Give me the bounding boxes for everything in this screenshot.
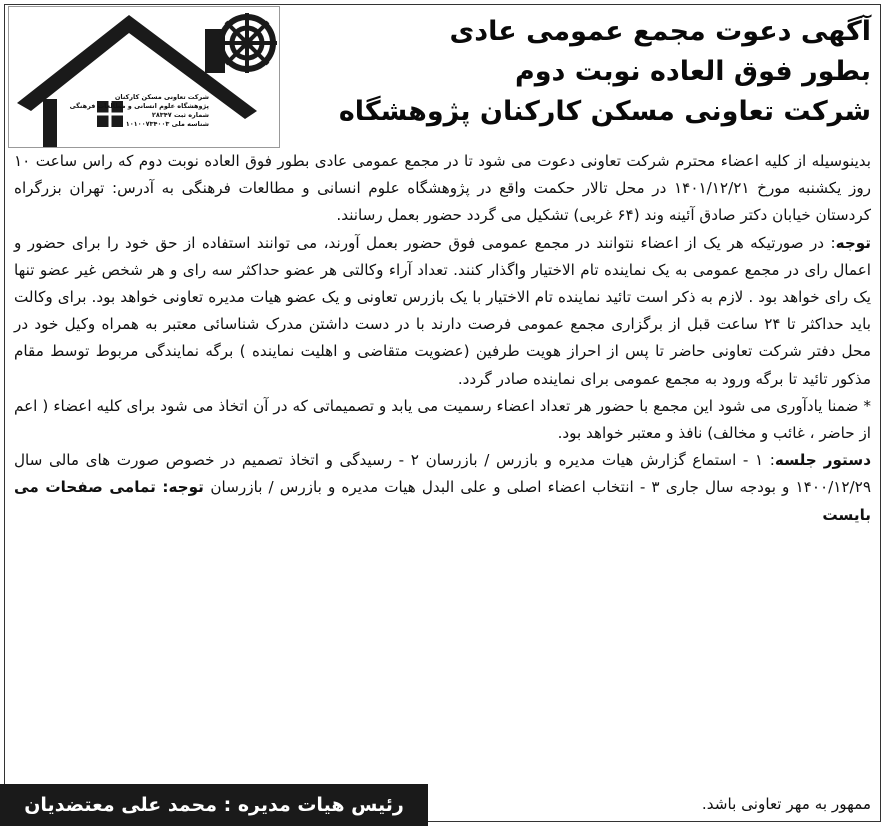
reminder-paragraph: * ضمنا یادآوری می شود این مجمع با حضور هر تعداد اعضاء رسمیت می یابد و تصمیماتی که در آن اتخاذ می شود برای کلیه اعضاء ( اعم از حاضر ، غائب و مخالف) نافذ و معتبر خواهد بود. [14,396,871,443]
title-line-1: آگهی دعوت مجمع عمومی عادی [449,16,871,47]
agenda-paragraph [14,447,871,529]
title-line-2: بطور فوق العاده نوبت دوم [514,56,871,87]
intro-paragraph: بدینوسیله از کلیه اعضاء محترم شرکت تعاونی دعوت می شود تا در مجمع عمومی عادی بطور فوق العاده نوبت دوم که راس ساعت ۱۰ روز یکشنبه مورخ ۱۴۰۱/۱۲/۲۱ در محل تالار حکمت واقع در پژوهشگاه علوم انسانی و مطالعات فرهنگی به آدرس: تهران بزرگراه کردستان خیابان دکتر صادق آئینه وند (۶۴ غربی) تشکیل می گردد حضور بعمل رسانند. [14,152,871,225]
final-line: ممهور به مهر تعاونی باشد. [701,795,871,813]
logo-text [69,93,209,129]
logo-line-2: پژوهشگاه علوم انسانی و مطالعات فرهنگی [69,102,209,110]
agenda-text: : ۱ - استماع گزارش هیات مدیره و بازرس / بازرسان ۲ - رسیدگی و اتخاذ تصمیم در خصوص صورت های مالی سال ۱۴۰۰/۱۲/۲۹ و بودجه سال جاری ۳ - انتخاب اعضاء اصلی و علی البدل هیات مدیره و بازرس / بازرسان [14,451,871,497]
rosette-icon [217,13,277,73]
logo-line-4: شناسه ملی ۱۰۱۰۰۷۳۴۰۰۳ [125,120,209,128]
logo-line-3: شماره ثبت ۲۸۳۴۷ [151,111,209,119]
note-text: : در صورتیکه هر یک از اعضاء نتوانند در مجمع عمومی فوق حضور بعمل آورند، می توانند استفاده از حق خود را برای حضور و اعمال رای در مجمع عمومی به یک نماینده تام الاختیار واگذار کنند. تعداد آراء وکالتی هر عضو حداکثر سه رای و هر شخص غیر عضو تنها یک رای خواهد بود . لازم به ذکر است تائید نماینده تام الاختیار با یک بازرس تعاونی و یک عضو هیات مدیره تعاونی خواهد بود. برای وکالت باید حداکثر تا ۲۴ ساعت قبل از برگزاری مجمع عمومی فرصت دارند با در دست داشتن مدرک شناسائی معتبر به همراه وکیل خود در محل دفتر شرکت تعاونی حاضر تا پس از احراز هویت طرفین (عضویت متقاضی و اهلیت نماینده ) برگه نمایندگی مربوط توسط مقام مذکور تائید تا برگه ورود به مجمع عمومی برای نماینده صادر گردد. [14,233,871,388]
logo-line-1: شرکت تعاونی مسکن کارکنان [114,93,209,101]
agenda-note-label: توجه: تمامی صفحات می بایست [14,478,871,524]
note-label: توجه [835,233,871,252]
signature-bar: رئیس هیات مدیره : محمد علی معتضدیان [0,784,428,826]
note-paragraph [14,230,871,393]
title-line-3: شرکت تعاونی مسکن کارکنان پژوهشگاه [338,96,871,127]
agenda-label: دستور جلسه [774,451,871,470]
company-logo [8,6,280,148]
notice-body [14,148,871,529]
notice-titles [311,12,871,132]
